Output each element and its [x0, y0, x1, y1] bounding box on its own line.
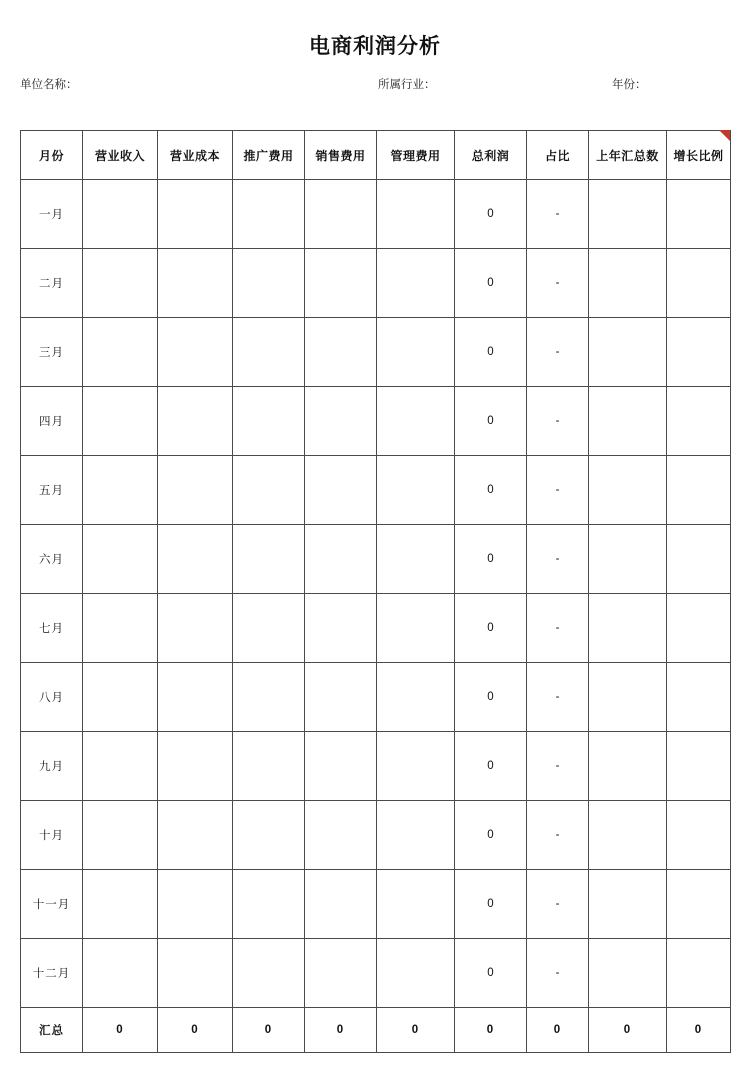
table-row: [21, 456, 731, 525]
cell-month: 二月: [21, 249, 83, 318]
cell-last-year-total[interactable]: [589, 939, 667, 1008]
cell-sales-expense[interactable]: [305, 939, 377, 1008]
cell-revenue[interactable]: [83, 939, 158, 1008]
cell-promotion-expense[interactable]: [233, 456, 305, 525]
cell-admin-expense[interactable]: [377, 594, 455, 663]
cell-ratio: -: [527, 732, 589, 801]
cell-cost[interactable]: [158, 249, 233, 318]
unit-name-label: 单位名称：: [20, 79, 78, 91]
cell-ratio: -: [527, 180, 589, 249]
table-row: [21, 801, 731, 870]
cell-promotion-expense[interactable]: [233, 732, 305, 801]
cell-total-revenue: 0: [83, 1008, 158, 1053]
cell-last-year-total[interactable]: [589, 180, 667, 249]
cell-admin-expense[interactable]: [377, 663, 455, 732]
cell-promotion-expense[interactable]: [233, 594, 305, 663]
cell-revenue[interactable]: [83, 249, 158, 318]
cell-revenue[interactable]: [83, 387, 158, 456]
cell-cost[interactable]: [158, 663, 233, 732]
cell-month: 四月: [21, 387, 83, 456]
cell-promotion-expense[interactable]: [233, 525, 305, 594]
cell-ratio: -: [527, 249, 589, 318]
cell-month: 十一月: [21, 870, 83, 939]
column-header-month: 月份: [21, 131, 83, 180]
cell-total-profit: 0: [455, 594, 527, 663]
year-label: 年份：: [612, 79, 647, 91]
cell-growth-rate: [667, 663, 731, 732]
worksheet-page: [0, 30, 750, 1088]
cell-growth-rate: [667, 456, 731, 525]
cell-cost[interactable]: [158, 525, 233, 594]
cell-total-cost: 0: [158, 1008, 233, 1053]
table-row: [21, 318, 731, 387]
cell-revenue[interactable]: [83, 525, 158, 594]
cell-total-promotion-expense: 0: [233, 1008, 305, 1053]
cell-total-growth: 0: [667, 1008, 731, 1053]
cell-growth-rate: [667, 594, 731, 663]
cell-month: 七月: [21, 594, 83, 663]
cell-ratio: -: [527, 387, 589, 456]
cell-growth-rate: [667, 939, 731, 1008]
cell-admin-expense[interactable]: [377, 870, 455, 939]
cell-admin-expense[interactable]: [377, 456, 455, 525]
cell-cost[interactable]: [158, 387, 233, 456]
cell-revenue[interactable]: [83, 732, 158, 801]
cell-cost[interactable]: [158, 318, 233, 387]
cell-month: 八月: [21, 663, 83, 732]
cell-total-profit: 0: [455, 732, 527, 801]
cell-admin-expense[interactable]: [377, 801, 455, 870]
cell-total-profit: 0: [455, 525, 527, 594]
table-row: [21, 525, 731, 594]
cell-month: 一月: [21, 180, 83, 249]
column-header-revenue: 营业收入: [83, 131, 158, 180]
cell-promotion-expense[interactable]: [233, 180, 305, 249]
table-row: [21, 387, 731, 456]
cell-last-year-total[interactable]: [589, 525, 667, 594]
column-header-admin-expense: 管理费用: [377, 131, 455, 180]
cell-promotion-expense[interactable]: [233, 939, 305, 1008]
cell-month: 三月: [21, 318, 83, 387]
cell-last-year-total[interactable]: [589, 801, 667, 870]
cell-last-year-total[interactable]: [589, 456, 667, 525]
cell-last-year-total[interactable]: [589, 387, 667, 456]
cell-cost[interactable]: [158, 939, 233, 1008]
column-header-sales-expense: 销售费用: [305, 131, 377, 180]
cell-revenue[interactable]: [83, 456, 158, 525]
cell-ratio: -: [527, 801, 589, 870]
cell-total-profit: 0: [455, 180, 527, 249]
cell-total-profit: 0: [455, 801, 527, 870]
table-total-row: [21, 1008, 731, 1053]
cell-revenue[interactable]: [83, 801, 158, 870]
cell-month: 六月: [21, 525, 83, 594]
cell-month: 九月: [21, 732, 83, 801]
table-row: [21, 663, 731, 732]
cell-total-profit: 0: [455, 663, 527, 732]
table-row: [21, 732, 731, 801]
cell-ratio: -: [527, 594, 589, 663]
profit-analysis-table: [20, 130, 731, 1053]
cell-growth-rate: [667, 180, 731, 249]
cell-admin-expense[interactable]: [377, 180, 455, 249]
cell-growth-rate: [667, 801, 731, 870]
cell-month: 十月: [21, 801, 83, 870]
column-header-cost: 营业成本: [158, 131, 233, 180]
column-header-promotion-expense: 推广费用: [233, 131, 305, 180]
cell-sales-expense[interactable]: [305, 318, 377, 387]
cell-last-year-total[interactable]: [589, 249, 667, 318]
cell-cost[interactable]: [158, 456, 233, 525]
cell-cost[interactable]: [158, 180, 233, 249]
cell-growth-rate: [667, 525, 731, 594]
cell-total-sales-expense: 0: [305, 1008, 377, 1053]
cell-ratio: -: [527, 318, 589, 387]
cell-revenue[interactable]: [83, 870, 158, 939]
cell-cost[interactable]: [158, 732, 233, 801]
cell-admin-expense[interactable]: [377, 387, 455, 456]
cell-growth-rate: [667, 318, 731, 387]
cell-total-admin-expense: 0: [377, 1008, 455, 1053]
cell-sales-expense[interactable]: [305, 801, 377, 870]
cell-total-profit: 0: [455, 249, 527, 318]
cell-promotion-expense[interactable]: [233, 663, 305, 732]
cell-month: 五月: [21, 456, 83, 525]
cell-growth-rate: [667, 249, 731, 318]
cell-sales-expense[interactable]: [305, 594, 377, 663]
cell-month: 十二月: [21, 939, 83, 1008]
table-row: [21, 870, 731, 939]
cell-sales-expense[interactable]: [305, 663, 377, 732]
table-row: [21, 249, 731, 318]
table-row: [21, 939, 731, 1008]
cell-total-label: 汇总: [21, 1008, 83, 1053]
cell-growth-rate: [667, 387, 731, 456]
cell-sales-expense[interactable]: [305, 180, 377, 249]
cell-sales-expense[interactable]: [305, 387, 377, 456]
cell-sales-expense[interactable]: [305, 525, 377, 594]
cell-promotion-expense[interactable]: [233, 387, 305, 456]
cell-revenue[interactable]: [83, 594, 158, 663]
cell-total-profit-sum: 0: [455, 1008, 527, 1053]
cell-ratio: -: [527, 456, 589, 525]
cell-admin-expense[interactable]: [377, 939, 455, 1008]
column-header-ratio: 占比: [527, 131, 589, 180]
column-header-growth-rate: 增长比例: [667, 131, 731, 180]
cell-promotion-expense[interactable]: [233, 318, 305, 387]
cell-last-year-total[interactable]: [589, 870, 667, 939]
cell-growth-rate: [667, 732, 731, 801]
cell-revenue[interactable]: [83, 318, 158, 387]
cell-ratio: -: [527, 525, 589, 594]
table-row: [21, 594, 731, 663]
cell-sales-expense[interactable]: [305, 456, 377, 525]
cell-promotion-expense[interactable]: [233, 249, 305, 318]
cell-last-year-total[interactable]: [589, 318, 667, 387]
cell-promotion-expense[interactable]: [233, 801, 305, 870]
cell-admin-expense[interactable]: [377, 318, 455, 387]
cell-ratio: -: [527, 870, 589, 939]
cell-total-profit: 0: [455, 387, 527, 456]
cell-cost[interactable]: [158, 594, 233, 663]
cell-last-year-total[interactable]: [589, 594, 667, 663]
cell-ratio: -: [527, 939, 589, 1008]
profit-analysis-table-wrapper: [20, 130, 730, 1053]
cell-sales-expense[interactable]: [305, 870, 377, 939]
cell-cost[interactable]: [158, 801, 233, 870]
column-header-total-profit: 总利润: [455, 131, 527, 180]
cell-total-profit: 0: [455, 456, 527, 525]
page-title: 电商利润分析: [309, 35, 441, 58]
cell-total-profit: 0: [455, 939, 527, 1008]
cell-admin-expense[interactable]: [377, 249, 455, 318]
cell-ratio: -: [527, 663, 589, 732]
cell-admin-expense[interactable]: [377, 525, 455, 594]
table-header-row: [21, 131, 731, 180]
cell-promotion-expense[interactable]: [233, 870, 305, 939]
cell-growth-rate: [667, 870, 731, 939]
cell-sales-expense[interactable]: [305, 249, 377, 318]
cell-admin-expense[interactable]: [377, 732, 455, 801]
table-row: [21, 180, 731, 249]
cell-total-last-year: 0: [589, 1008, 667, 1053]
cell-last-year-total[interactable]: [589, 663, 667, 732]
cell-total-profit: 0: [455, 318, 527, 387]
cell-revenue[interactable]: [83, 663, 158, 732]
cell-revenue[interactable]: [83, 180, 158, 249]
meta-row: [0, 76, 750, 102]
industry-label: 所属行业：: [378, 79, 436, 91]
column-header-last-year-total: 上年汇总数: [589, 131, 667, 180]
cell-sales-expense[interactable]: [305, 732, 377, 801]
cell-last-year-total[interactable]: [589, 732, 667, 801]
cell-total-ratio: 0: [527, 1008, 589, 1053]
cell-total-profit: 0: [455, 870, 527, 939]
cell-cost[interactable]: [158, 870, 233, 939]
